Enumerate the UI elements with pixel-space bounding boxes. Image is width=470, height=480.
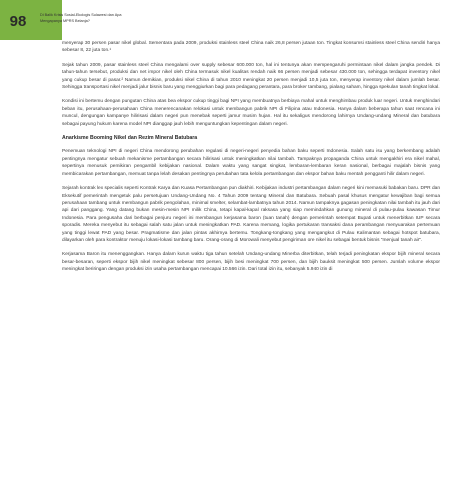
paragraph: Penemuan teknologi NPI di negeri China mendorong perubahan regulasi di negeri-negeri penyedia bahan baku seperti Indonesia. Salah satu isu yang berkembang adalah pentingnya mengatur sebuah mekanisme pertambangan secara hilirisasi untuk meningkatkan nilai tambah. Tampaknya propaganda China untuk mengakhiri era nikel mahal, sepertinya menusuk pemikiran pengambil kebijakan nasional. Dalam waktu yang sangat singkat, lembaran-lembaran keran nasional, berbagai majalah bisnis yang membicarakan pertambangan, memuat tanpa lelah desakan pentingnya perubahan tata kelola pertambangan dan ekspor bahan baku mentah pengganti hilir dalam negeri. [62, 149, 440, 177]
paragraph: Kerjasama Baron itu menenggangkan. Hanya dalam kurun waktu tiga tahun setelah Undang-undang Minerba diterbitkan, telah terjadi peningkatan ekspor bijih mineral secara besar-besaran, seperti ekspor bijih nikel meningkat sebesar 800 persen, bijih besi meningkat 700 persen, dan bijih bauksit meningkat 500 persen. Jumlah volume ekspor meningkat beriringan dengan produksi izin usaha pertambangan mencapai 10.566 izin. Dari total izin itu, sebanyak 5.940 izin di [62, 252, 440, 273]
running-title-line-2: Mengapanya MPRS Belanja? [40, 19, 90, 23]
paragraph: Sejak tahun 2009, pasar stainless steel China mengalami over supply sebesar 600.000 ton, hal ini tentunya akan mempengaruhi permintaan nikel dalam jangka pendek. Di tahun-tahun tersebut, produksi dan net impor nikel oleh China termasuk nikel kualitas rendah naik 66 persen menjadi sebesar 430.000 ton, sehingga terdapat inventory nikel yang cukup besar di pasar.² Namun demikian, produksi nikel China di tahun 2010 meningkat 20 persen menjadi 10,5 juta ton, menyerap inventory nikel dalam jumlah besar. Sehingga transportasi nikel menjadi jalur bisnis baru yang menggiurkan bagi para pedagang perantara, para broker tambang, pialang saham, hingga spekulan tanah tingkat lokal. [62, 62, 440, 91]
paragraph: Kondisi ini bertemu dengan pungutan China atas bea ekspor cukup tinggi bagi NPI yang membuatnya berbiaya mahal untuk menghimbau produk luar negeri. Untuk menghindari beban itu, perusahaan-perusahaan China menerencanakan relokasi untuk membangun pabrik NPI di Filipina atau Indonesia. Hanya dalam beberapa tahun saat rencana ini muncul, dengungan kampanye hilirisasi dalam negeri pun menebak seperti jamur musim hujan. Hal itu sekaligus mendorong lahirnya Undang-undang Mineral dan batubara sebagai payung hukum karena model NPI dianggap jauh lebih menguntungkan kepentingan dalam negeri. [62, 99, 440, 127]
paragraph: Sejarah kontrak lex specialis seperti Kontrak Karya dan Kuasa Pertambangan pun diakhiri. Kebijakan industri pertambangan dalam negeri kini memasuki babakan baru. DPR dan Eksekutif pemerintah mengetuk palu persetujuan Undang-Undang No. 4 Tahun 2009 tentang Mineral dan Batubara. Sebuah pasal khusus mengatur kewajiban bagi semua perusahaan tambang untuk membangun pabrik pengolahan, minimal smelter, selambat-lambatnya tahun 2014. Namun tampaknya gagasan peningkatan nilai tambah itu jauh dari api dari panggang. Yang datang bukan mesin-mesin NPI milik China, tetapi kapal-kapal raksasa yang siap memindahkan gunung mineral di pulau-pulau kawasan Timur Indonesia. Para pengusaha dari berbagai penjuru negeri ini membangun kerjasama baron (tuan tanah) dengan pemerintah setempat Bupati untuk menerbitkan IUP secara sporadis. Mereka menyebut itu sebagai salah satu jalan untuk meningkatkan PAD. Karena memang, logika pertukaran transaksi dana perambangan menyuarakan pertemuan yang tinggi lewat PAD yang besar. Pragmatisme dan jalan pintas akhirnya bertemu. Tongkang-tongkang yang mengangkut di Pulau Kalimantan sebagai hotspot batubara, dilayarkan oleh para kontraktor menuju lokasi-lokasi tambang baru. Orang-orang di Morowali menyebut pengiriman ore nikel itu sebagai bentuk bisnis “menjual tanah air”. [62, 186, 440, 243]
running-title-line-1: Di Balik Krisis Sosial-Ekologis Sulawesi dan Apa [40, 13, 122, 17]
running-header [40, 12, 190, 24]
section-heading: Anarkisme Booming Nikel dan Rezim Mineral Batubara [62, 135, 198, 142]
page-number: 98 [9, 13, 27, 30]
paragraph: menyerap 30 persen pasar nikel global. Sementara pada 2009, produksi stainless steel China naik 26,8 persen jutaan ton. Tingkat konsumsi stainless steel China sendiri hanya sebesar 8, 22 juta ton.¹ [62, 41, 440, 54]
body-text [62, 40, 440, 281]
